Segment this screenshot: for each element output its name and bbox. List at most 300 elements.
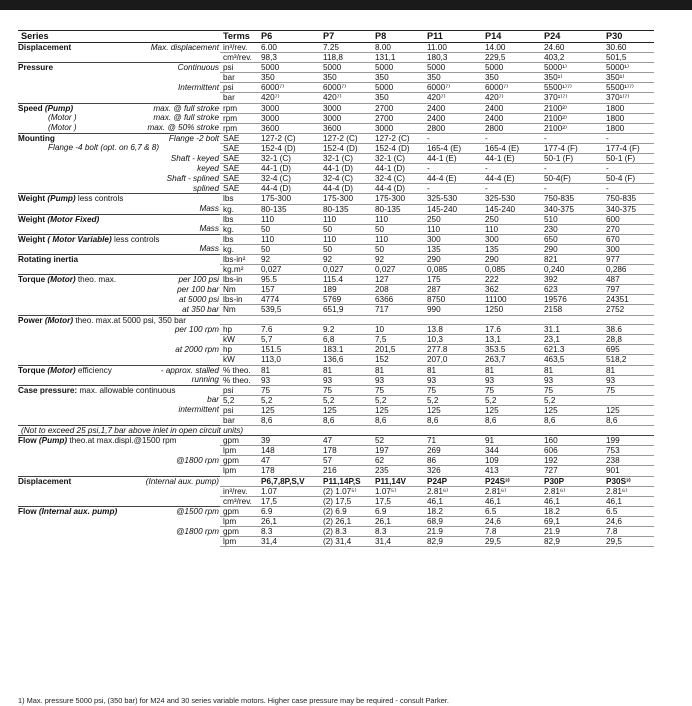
row-value: - (541, 164, 603, 174)
row-value: 0,240 (541, 265, 603, 275)
row-value: 5500¹⁾⁷⁾ (603, 83, 654, 93)
row-value: 392 (541, 275, 603, 285)
row-label-main: Speed (18, 103, 43, 113)
row-value: 651,9 (320, 305, 372, 315)
top-bar (0, 0, 692, 10)
row-value: 235 (372, 466, 424, 476)
row-term: lbs-in (220, 275, 258, 285)
row-value: 44-4 (D) (372, 184, 424, 194)
header-model: P11 (424, 31, 482, 43)
row-value: 197 (372, 446, 424, 456)
row-value: 46,1 (482, 496, 541, 506)
table-row (18, 154, 654, 164)
row-value: 340-375 (541, 204, 603, 214)
row-label (18, 395, 220, 405)
table-row (18, 325, 654, 335)
row-value: 93 (603, 375, 654, 385)
row-label-sub: @1800 rpm (176, 455, 219, 465)
row-value: 1.07 (258, 486, 320, 496)
row-label (18, 285, 220, 295)
row-value: 68,9 (424, 516, 482, 526)
row-term: in³/rev. (220, 486, 258, 496)
row-value: 263,7 (482, 355, 541, 365)
row-value: 28,8 (603, 335, 654, 345)
row-value: P24S³⁾ (482, 476, 541, 486)
row-value: 6000⁷⁾ (482, 83, 541, 93)
row-label (18, 415, 220, 425)
row-value: 26,1 (258, 516, 320, 526)
row-label (18, 204, 220, 214)
row-value: 403,2 (541, 53, 603, 63)
row-value: 230 (541, 224, 603, 234)
row-label (18, 184, 220, 194)
row-value: 300 (603, 244, 654, 254)
row-value: 175-300 (320, 194, 372, 204)
row-value: 131,1 (372, 53, 424, 63)
row-label-sub: Flange -2 bolt (168, 133, 219, 143)
row-term: SAE (220, 133, 258, 143)
row-label-sub: @1800 rpm (176, 526, 219, 536)
row-label (18, 93, 220, 103)
row-value: 3600 (258, 123, 320, 133)
row-value: 463,5 (541, 355, 603, 365)
row-value: 2158 (541, 305, 603, 315)
row-value: 350 (258, 73, 320, 83)
table-header (18, 31, 654, 43)
table-row (18, 456, 654, 466)
row-value: 18.2 (424, 506, 482, 516)
row-value: 81 (603, 365, 654, 375)
row-value: 38.6 (603, 325, 654, 335)
row-value: 2400 (424, 113, 482, 123)
row-value: 21.9 (541, 527, 603, 537)
row-value: 118,8 (320, 53, 372, 63)
row-label-sub: max. @ full stroke (153, 113, 219, 123)
row-term: rpm (220, 103, 258, 113)
header-model: P30 (603, 31, 654, 43)
row-value: 1800 (603, 113, 654, 123)
table-row (18, 63, 654, 73)
row-value: 350 (424, 73, 482, 83)
row-label-sub: intermittent (178, 405, 219, 415)
table-row (18, 305, 654, 315)
row-value: 81 (541, 365, 603, 375)
row-value: 50 (320, 244, 372, 254)
row-term: cm³/rev. (220, 53, 258, 63)
row-value: 7.6 (258, 325, 320, 335)
table-row (18, 184, 654, 194)
row-value: 6,8 (320, 335, 372, 345)
row-term: hp (220, 345, 258, 355)
row-label (18, 43, 220, 53)
row-value: - (482, 184, 541, 194)
table-row (18, 415, 654, 425)
row-value: 46,1 (424, 496, 482, 506)
row-value: 501,5 (603, 53, 654, 63)
row-value: 199 (603, 436, 654, 446)
row-value: 125 (603, 405, 654, 415)
row-value: 695 (603, 345, 654, 355)
row-value: 420⁷⁾ (424, 93, 482, 103)
row-value: 93 (320, 375, 372, 385)
row-label (18, 506, 220, 516)
row-value: 39 (258, 436, 320, 446)
row-label-main: Case pressure: (18, 385, 78, 395)
row-value: 2.81⁶⁾ (603, 486, 654, 496)
row-value (603, 395, 654, 405)
row-value: 2800 (424, 123, 482, 133)
row-value: 44-1 (E) (424, 154, 482, 164)
row-value (372, 315, 424, 325)
row-value: 125 (258, 405, 320, 415)
table-row (18, 446, 654, 456)
table-row (18, 527, 654, 537)
row-value: - (541, 133, 603, 143)
table-row (18, 194, 654, 204)
row-value: 1800 (603, 123, 654, 133)
row-label (18, 113, 220, 123)
row-term: psi (220, 385, 258, 395)
row-value: 109 (482, 456, 541, 466)
row-value: 8,6 (482, 415, 541, 425)
row-value: 82,9 (541, 537, 603, 547)
row-label (18, 234, 220, 244)
row-label-main: Displacement (18, 476, 72, 486)
row-value: 92 (372, 254, 424, 264)
row-value: 50 (320, 224, 372, 234)
row-value: 340-375 (603, 204, 654, 214)
row-value: 518,2 (603, 355, 654, 365)
row-value: 152 (372, 355, 424, 365)
row-value: - (424, 164, 482, 174)
table-row (18, 103, 654, 113)
row-value: 86 (424, 456, 482, 466)
row-label-sub: per 100 psi (178, 275, 219, 285)
row-label-main: Flow (18, 506, 37, 516)
row-value: 175-300 (372, 194, 424, 204)
row-value: - (603, 184, 654, 194)
row-term: lbs (220, 194, 258, 204)
row-term: lbs-in² (220, 254, 258, 264)
row-label-sub: keyed (197, 163, 219, 173)
row-term: gpm (220, 527, 258, 537)
row-value: 350 (482, 73, 541, 83)
row-value: 1250 (482, 305, 541, 315)
row-value: 44-1 (D) (320, 164, 372, 174)
row-value: 238 (603, 456, 654, 466)
row-term: lpm (220, 446, 258, 456)
row-label-sub: at 5000 psi (178, 294, 219, 304)
row-label (18, 375, 220, 385)
row-value: 750-835 (541, 194, 603, 204)
row-value: 287 (424, 285, 482, 295)
table-row (18, 486, 654, 496)
table-row (18, 345, 654, 355)
row-value: 71 (424, 436, 482, 446)
row-value: - (482, 133, 541, 143)
row-value: 5,2 (320, 395, 372, 405)
row-value: 201,5 (372, 345, 424, 355)
header-series: Series (18, 31, 220, 43)
row-value: 92 (258, 254, 320, 264)
table-row (18, 496, 654, 506)
row-value: (2) 31,4 (320, 537, 372, 547)
table-row (18, 516, 654, 526)
row-label-sub: bar (207, 395, 219, 405)
row-value: 420⁷⁾ (482, 93, 541, 103)
row-value: (2) 1.07⁵⁾ (320, 486, 372, 496)
row-label (18, 335, 220, 345)
row-value: 8750 (424, 295, 482, 305)
row-term: rpm (220, 123, 258, 133)
table-body (18, 43, 654, 547)
row-value: 125 (482, 405, 541, 415)
row-value: 3000 (258, 113, 320, 123)
table-row (18, 254, 654, 264)
row-value: 344 (482, 446, 541, 456)
row-term: lpm (220, 516, 258, 526)
header-model: P8 (372, 31, 424, 43)
table-row (18, 204, 654, 214)
row-label-sub: @1500 rpm (176, 506, 219, 516)
row-value: 7,5 (372, 335, 424, 345)
row-value: 290 (541, 244, 603, 254)
row-value: 250 (482, 214, 541, 224)
row-value: 717 (372, 305, 424, 315)
row-label (18, 244, 220, 254)
row-value: 370¹⁾⁷⁾ (603, 93, 654, 103)
row-term: psi (220, 83, 258, 93)
row-value: 277.8 (424, 345, 482, 355)
row-term: psi (220, 405, 258, 415)
row-label-sub: Shaft - splined (166, 173, 219, 183)
row-value: 539,5 (258, 305, 320, 315)
row-label (18, 315, 220, 325)
row-value: 7.8 (603, 527, 654, 537)
row-label (18, 254, 220, 264)
row-value: 990 (424, 305, 482, 315)
row-term: lbs (220, 234, 258, 244)
row-value: 2700 (372, 113, 424, 123)
row-value: (2) 8.3 (320, 527, 372, 537)
row-value: 8,6 (372, 415, 424, 425)
row-label (18, 405, 220, 415)
row-label-sub: per 100 rpm (174, 324, 219, 334)
table-row (18, 506, 654, 516)
row-value: 125 (372, 405, 424, 415)
row-value: 32-4 (C) (320, 174, 372, 184)
row-label-sub: (Internal aux. pump) (145, 476, 219, 486)
row-term: % theo. (220, 365, 258, 375)
row-value: - (541, 184, 603, 194)
row-value: 750-835 (603, 194, 654, 204)
row-value: 14.00 (482, 43, 541, 53)
row-value: 136,6 (320, 355, 372, 365)
row-value: 7.8 (482, 527, 541, 537)
row-value: 175-300 (258, 194, 320, 204)
row-label-sub: - approx. stalled (160, 365, 219, 375)
row-label-sub: splined (193, 183, 219, 193)
row-value: 125 (424, 405, 482, 415)
row-value: 125 (320, 405, 372, 415)
row-label-rest: theo.at max.displ.@1500 rpm (67, 436, 177, 446)
row-label-sub: Mass (199, 204, 219, 213)
row-label (18, 194, 220, 204)
row-label (18, 53, 220, 63)
row-value: 2400 (424, 103, 482, 113)
table-row (18, 385, 654, 395)
row-value: 362 (482, 285, 541, 295)
row-value: 5000 (372, 83, 424, 93)
row-term: SAE (220, 143, 258, 153)
row-value: 110 (320, 214, 372, 224)
row-value: 353.5 (482, 345, 541, 355)
row-value: (2) 17,5 (320, 496, 372, 506)
row-value: 157 (258, 285, 320, 295)
row-term: bar (220, 73, 258, 83)
row-label-sub: Max. displacement (150, 43, 219, 52)
row-term: SAE (220, 174, 258, 184)
row-value: 413 (482, 466, 541, 476)
row-value: 29,5 (482, 537, 541, 547)
row-term: kW (220, 335, 258, 345)
row-value: 290 (482, 254, 541, 264)
row-term (220, 476, 258, 486)
row-value: P11,14V (372, 476, 424, 486)
row-label (18, 73, 220, 83)
row-value (541, 315, 603, 325)
spec-table-container (18, 30, 654, 547)
row-value: 32-4 (C) (258, 174, 320, 184)
row-value: 0,027 (258, 265, 320, 275)
row-value: 5000¹⁾ (603, 63, 654, 73)
row-value: 81 (320, 365, 372, 375)
row-value: 290 (424, 254, 482, 264)
row-value: 135 (482, 244, 541, 254)
row-label (18, 295, 220, 305)
row-value: 821 (541, 254, 603, 264)
row-value: 6.5 (482, 506, 541, 516)
header-model: P6 (258, 31, 320, 43)
row-value: 32-1 (C) (372, 154, 424, 164)
row-value: 152-4 (D) (258, 143, 320, 153)
row-value: 350¹⁾ (541, 73, 603, 83)
row-term: kg. (220, 204, 258, 214)
row-label-sub: Mass (199, 244, 219, 254)
table-row (18, 83, 654, 93)
row-term: rpm (220, 113, 258, 123)
row-value: 420⁷⁾ (258, 93, 320, 103)
row-value: 229,5 (482, 53, 541, 63)
row-label-sub: Mass (199, 224, 219, 234)
row-value: 623 (541, 285, 603, 295)
row-value: 93 (482, 375, 541, 385)
row-term: gpm (220, 506, 258, 516)
row-value: 1800 (603, 103, 654, 113)
row-value: 75 (541, 385, 603, 395)
row-value: 135 (424, 244, 482, 254)
row-value: 0,085 (482, 265, 541, 275)
row-value: 650 (541, 234, 603, 244)
row-value: 2752 (603, 305, 654, 315)
row-label (18, 527, 220, 537)
row-value: 110 (320, 234, 372, 244)
row-value: 92 (320, 254, 372, 264)
row-label (18, 174, 220, 184)
row-value: 0,027 (372, 265, 424, 275)
row-label-qualifier: (Pump) (36, 436, 68, 446)
row-value: 178 (258, 466, 320, 476)
row-label (18, 83, 220, 93)
row-term: SAE (220, 184, 258, 194)
row-value: 3000 (320, 113, 372, 123)
table-row (18, 123, 654, 133)
row-value: 487 (603, 275, 654, 285)
row-value: 216 (320, 466, 372, 476)
row-value: 4774 (258, 295, 320, 305)
row-label-main: Mounting (18, 133, 55, 143)
row-term: kW (220, 355, 258, 365)
row-value: 11.00 (424, 43, 482, 53)
row-value: 75 (424, 385, 482, 395)
row-term: psi (220, 63, 258, 73)
row-value: 81 (258, 365, 320, 375)
row-label (18, 154, 220, 164)
row-label-qualifier: (Motor Fixed) (45, 214, 100, 224)
row-label-indent: (Motor ) (48, 113, 77, 123)
row-value: 75 (482, 385, 541, 395)
row-value: - (424, 133, 482, 143)
row-label-sub: running (191, 375, 219, 385)
row-label-rest: theo. max. (75, 275, 117, 285)
row-value: 5000 (372, 63, 424, 73)
row-value: 5,2 (424, 395, 482, 405)
row-label (18, 345, 220, 355)
row-label-rest: less controls (75, 194, 124, 204)
row-value: 177-4 (F) (603, 143, 654, 153)
table-row (18, 365, 654, 375)
table-row (18, 476, 654, 486)
table-row (18, 93, 654, 103)
row-term: kg.m² (220, 265, 258, 275)
row-value: 95.5 (258, 275, 320, 285)
row-value: 160 (541, 436, 603, 446)
row-value: 50 (372, 244, 424, 254)
row-value: 32-1 (C) (320, 154, 372, 164)
row-value: 151.5 (258, 345, 320, 355)
row-value: 44-4 (D) (258, 184, 320, 194)
row-value: 0,027 (320, 265, 372, 275)
row-value: 44-4 (E) (424, 174, 482, 184)
row-label (18, 466, 220, 476)
row-value: 670 (603, 234, 654, 244)
row-value: 1.07⁵⁾ (372, 486, 424, 496)
row-value: 977 (603, 254, 654, 264)
row-value: 8,6 (541, 415, 603, 425)
row-value: 621.3 (541, 345, 603, 355)
row-value: 7.25 (320, 43, 372, 53)
row-label (18, 265, 220, 275)
row-value: 127 (372, 275, 424, 285)
row-value: 29,5 (603, 537, 654, 547)
row-value: 75 (320, 385, 372, 395)
row-value: 50 (258, 224, 320, 234)
row-term: bar (220, 93, 258, 103)
row-value: 2.81⁶⁾ (482, 486, 541, 496)
row-label-qualifier: (Internal aux. pump) (36, 506, 118, 516)
row-term: gpm (220, 456, 258, 466)
row-label-indent: Flange -4 bolt (opt. on 6,7 & 8) (48, 143, 160, 153)
